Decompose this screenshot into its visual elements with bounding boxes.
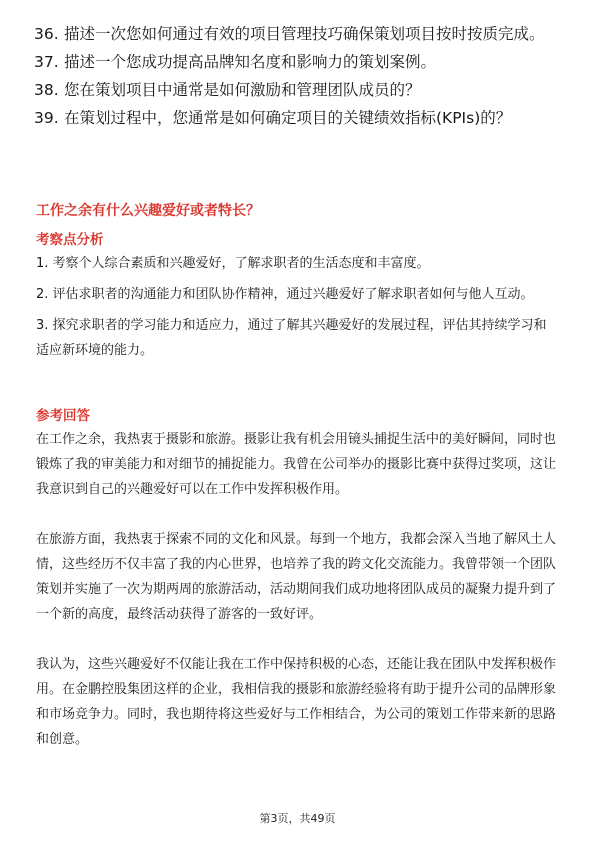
answer-paragraph: 我认为，这些兴趣爱好不仅能让我在工作中保持积极的心态，还能让我在团队中发挥积极作用。在金鹏控股集团这样的企业，我相信我的摄影和旅游经验将有助于提升公司的品牌形象和市场竞争力。同时，我也期待将这些爱好与工作相结合，为公司的策划工作带来新的思路和创意。 bbox=[36, 657, 557, 747]
page-footer: 第3页，共49页 bbox=[259, 812, 336, 825]
question-number: 38. bbox=[34, 81, 59, 99]
answer-body bbox=[36, 427, 558, 777]
answer-paragraph: 在旅游方面，我热衷于探索不同的文化和风景。每到一个地方，我都会深入当地了解风土人情，这些经历不仅丰富了我的内心世界，也培养了我的跨文化交流能力。我曾带领一个团队策划并实施了一次为期两周的旅游活动，活动期间我们成功地将团队成员的凝聚力提升到了一个新的高度，最终活动获得了游客的一致好评。 bbox=[36, 532, 557, 622]
question-text: 描述一个您成功提高品牌知名度和影响力的策划案例。 bbox=[64, 53, 437, 71]
question-text: 您在策划项目中通常是如何激励和管理团队成员的？ bbox=[64, 81, 421, 99]
question-list bbox=[34, 22, 564, 134]
section-heading: 工作之余有什么兴趣爱好或者特长？ bbox=[36, 203, 260, 219]
question-number: 36. bbox=[34, 25, 59, 43]
analysis-points bbox=[36, 251, 558, 369]
analysis-point: 1. 考察个人综合素质和兴趣爱好，了解求职者的生活态度和丰富度。 bbox=[36, 256, 430, 271]
answer-paragraph: 在工作之余，我热衷于摄影和旅游。摄影让我有机会用镜头捕捉生活中的美好瞬间，同时也锻炼了我的审美能力和对细节的捕捉能力。我曾在公司举办的摄影比赛中获得过奖项，这让我意识到自己的兴趣爱好可以在工作中发挥积极作用。 bbox=[36, 432, 557, 497]
analysis-point: 2. 评估求职者的沟通能力和团队协作精神，通过兴趣爱好了解求职者如何与他人互动。 bbox=[36, 287, 534, 302]
question-text: 描述一次您如何通过有效的项目管理技巧确保策划项目按时按质完成。 bbox=[64, 25, 545, 43]
question-number: 39. bbox=[34, 109, 59, 127]
question-text: 在策划过程中，您通常是如何确定项目的关键绩效指标(KPIs)的？ bbox=[64, 109, 512, 127]
analysis-point: 3. 探究求职者的学习能力和适应力，通过了解其兴趣爱好的发展过程，评估其持续学习和适应新环境的能力。 bbox=[36, 318, 547, 358]
analysis-heading: 考察点分析 bbox=[36, 232, 104, 248]
question-number: 37. bbox=[34, 53, 59, 71]
question-item bbox=[34, 78, 564, 102]
answer-heading: 参考回答 bbox=[36, 408, 90, 424]
question-item bbox=[34, 50, 564, 74]
question-item bbox=[34, 22, 564, 46]
question-item bbox=[34, 106, 564, 130]
